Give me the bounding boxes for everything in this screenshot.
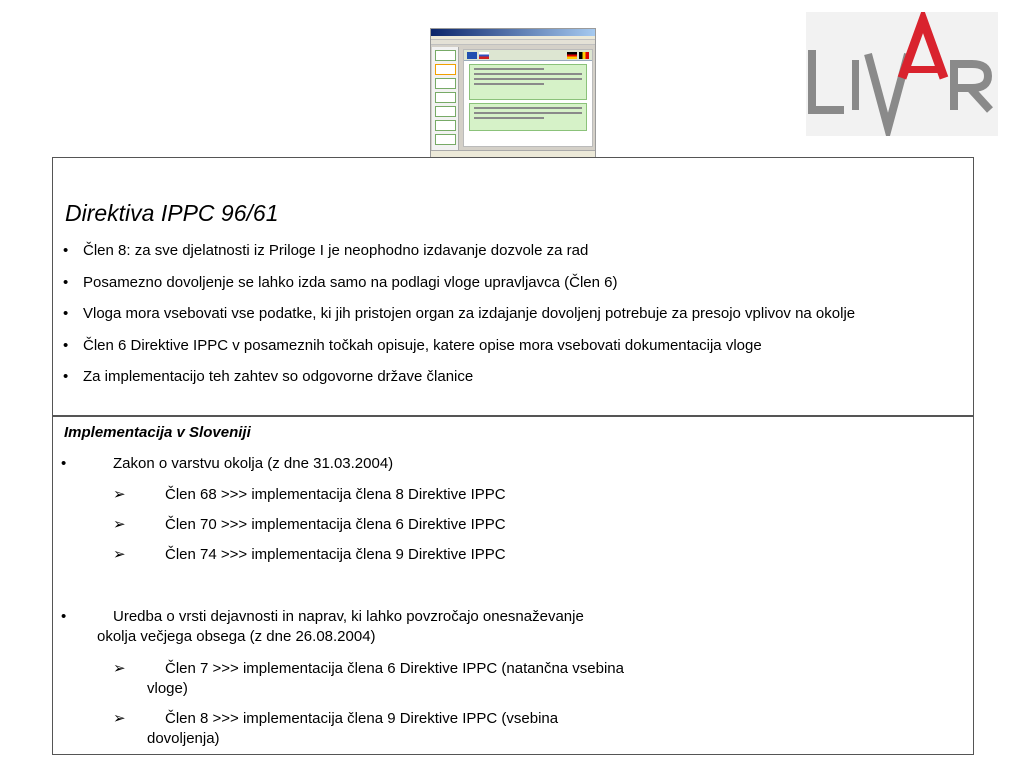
- directive-bullet-list: [61, 242, 971, 400]
- thumbnail-toolbar: [431, 40, 595, 45]
- arrow-bullet-icon: ➢: [113, 486, 126, 503]
- thumbnail-slide-pane: [432, 47, 459, 151]
- thumbnail-statusbar: [431, 150, 595, 157]
- thumbnail-mini-slide: [435, 78, 456, 89]
- belgium-flag-icon: [579, 52, 589, 59]
- livar-logo-icon: [806, 12, 998, 136]
- sub-list-item-continuation: dovoljenja): [147, 730, 220, 747]
- thumbnail-mini-slide: [435, 64, 456, 75]
- thumbnail-flag-bar: [464, 50, 592, 61]
- list-item-continuation: okolja večjega obsega (z dne 26.08.2004): [97, 628, 376, 645]
- list-item: • Posamezno dovoljenje se lahko izda samo na podlagi vloge upravljavca (Člen 6): [63, 273, 618, 291]
- section-title: Implementacija v Sloveniji: [64, 424, 251, 441]
- directive-ippc-box: [52, 157, 974, 416]
- germany-flag-icon: [567, 52, 577, 59]
- section-title: Direktiva IPPC 96/61: [65, 200, 279, 226]
- list-item: • Vloga mora vsebovati vse podatke, ki jih pristojen organ za izdajanje dovoljenj potrebuje za presojo vplivov na okolje: [63, 305, 856, 322]
- arrow-bullet-icon: ➢: [113, 546, 126, 563]
- list-item: • Člen 8: za sve djelatnosti iz Priloge I je neophodno izdavanje dozvole za rad: [63, 242, 589, 259]
- thumbnail-mini-slide: [435, 120, 456, 131]
- list-item: • Za implementacijo teh zahtev so odgovorne države članice: [63, 368, 474, 385]
- slovenia-flag-icon: [479, 52, 489, 59]
- thumbnail-mini-slide: [435, 92, 456, 103]
- arrow-bullet-icon: ➢: [113, 516, 126, 533]
- arrow-bullet-icon: ➢: [113, 660, 126, 677]
- presentation-thumbnail: [430, 28, 596, 158]
- thumbnail-mini-slide: [435, 106, 456, 117]
- thumbnail-slide-canvas: [463, 49, 593, 147]
- implementation-slovenia-box: Implementacija v Sloveniji • Zakon o varstvu okolja (z dne 31.03.2004) ➢ Člen 68 >>> implementacija člena 8 Direktive IPPC ➢ Člen 70 >>> implementacija člena 6 Direktive IPPC ➢ Člen 74 >>> implementacija člena 9 Direktive IPPC • Uredba o vrsti dejavnosti in naprav, ki lahko povzročajo onesnaževanje okolja večjega obsega (z dne 26.08.2004) ➢ Člen 7 >>> implementacija člena 6 Direktive IPPC (natančna vsebina vloge) ➢ Člen 8 >>> implementacija člena 9 Direktive IPPC (vsebina dovoljenja): [52, 416, 974, 755]
- thumbnail-mini-slide: [435, 134, 456, 145]
- thumbnail-titlebar: [431, 29, 595, 36]
- thumbnail-mini-slide: [435, 50, 456, 61]
- list-item: • Člen 6 Direktive IPPC v posameznih točkah opisuje, katere opise mora vsebovati dokumentacija vloge: [63, 336, 762, 354]
- thumbnail-green-box: [469, 103, 587, 131]
- livar-logo: [806, 12, 998, 136]
- eu-flag-icon: [467, 52, 477, 59]
- thumbnail-green-box: [469, 64, 587, 100]
- arrow-bullet-icon: ➢: [113, 710, 126, 727]
- sub-list-item-continuation: vloge): [147, 680, 188, 697]
